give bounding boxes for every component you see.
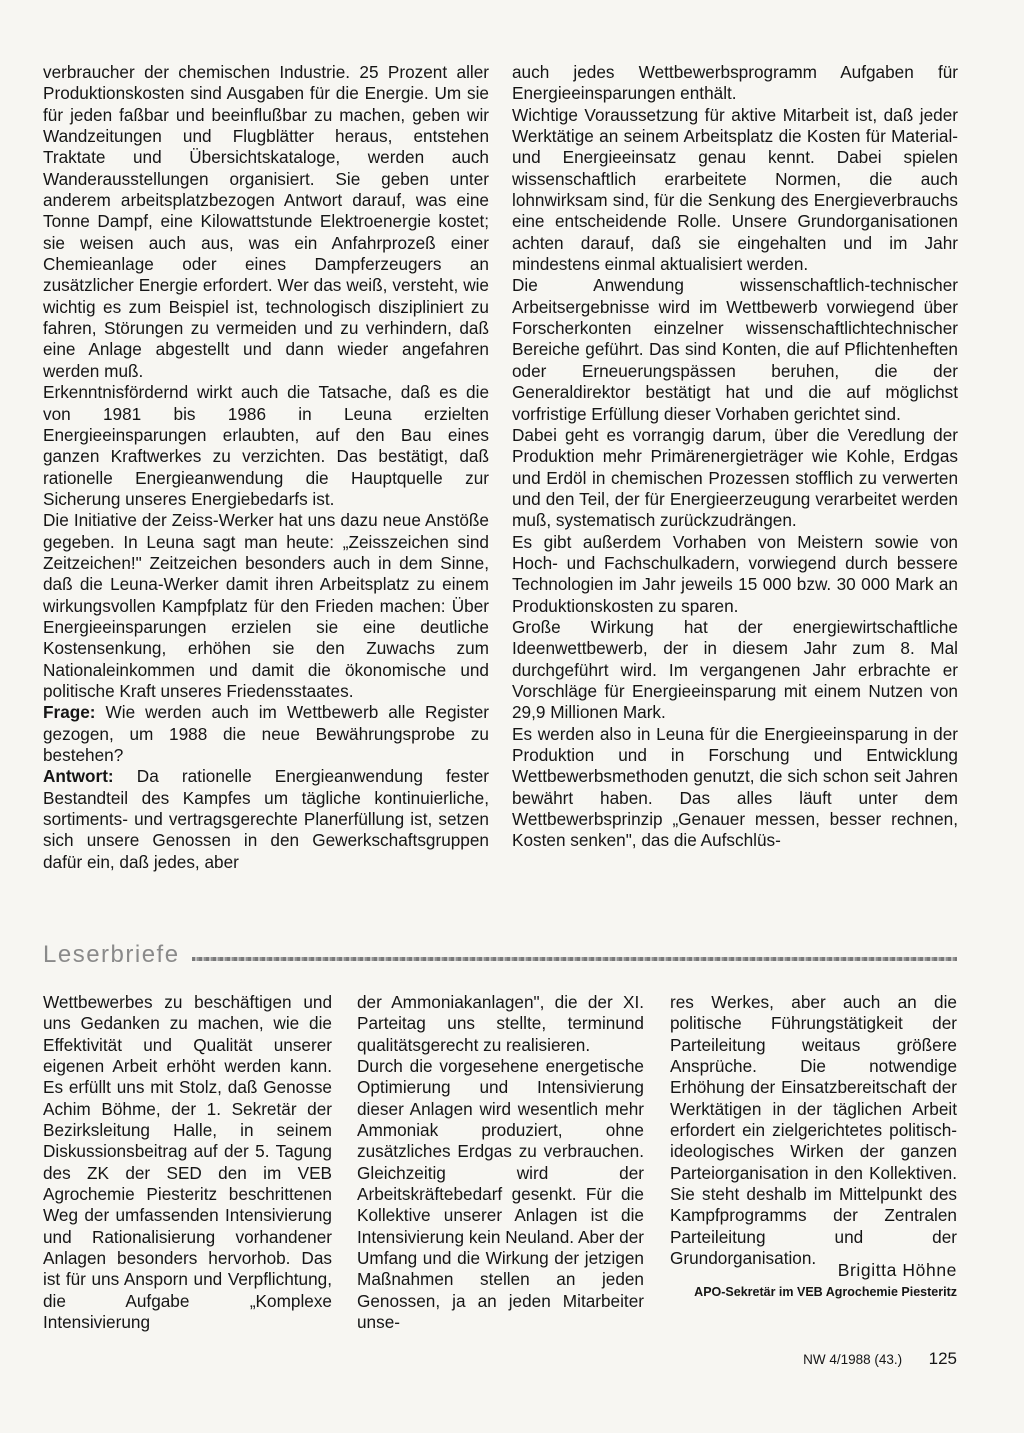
letter-column-3 [670,992,957,1269]
letter-column-2 [357,992,644,1334]
answer-text: Da rationelle Energieanwendung fester Bestandteil des Kampfes um tägliche kontinuierliche, sortiments- und vertragsgerechte Planerfüllung ist, setzen sich unsere Genossen in den Gewerkschaftsgruppen dafür ein, daß jedes, aber [43,766,490,872]
paragraph: Durch die vorgesehene energetische Optimierung und Intensivierung dieser Anlagen wird wesentlich mehr Ammoniak produziert, ohne zusätzliches Erdgas zu verbrauchen. Gleichzeitig wird der Arbeitskräftebedarf gesenkt. Für die Kollektive unserer Anlagen ist die Intensivierung kein Neuland. Aber der Umfang und die Wirkung der jetzigen Maßnahmen stellen an jeden Genossen, ja an jeden Mitarbeiter unse- [357,1056,644,1333]
paragraph: der Ammoniakanlagen", die der XI. Parteitag uns stellte, terminund qualitätsgerecht zu realisieren. [357,992,644,1055]
paragraph: Es gibt außerdem Vorhaben von Meistern sowie von Hoch- und Fachschulkadern, vorwiegend durch bessere Technologien im Jahr jeweils 15 000 bzw. 30 000 Mark an Produktionskosten zu sparen. [512,531,958,616]
page-footer [760,1349,957,1369]
question-label: Frage: [43,702,96,723]
paragraph: verbraucher der chemischen Industrie. 25 Prozent aller Produktionskosten sind Ausgaben für die Energie. Um sie für jeden faßbar und beeinflußbar zu machen, geben wir Wandzeitungen und Flugblätter heraus, entstehen Traktate und Übersichtskataloge, werden auch Wanderausstellungen organisiert. Sie geben unter anderem arbeitsplatzbezogen Antwort darauf, was eine Tonne Dampf, eine Kilowattstunde Elektroenergie kostet; sie weisen auch aus, was ein Anfahrprozeß einer Chemieanlage oder eines Dampferzeugers an zusätzlicher Energie erfordert. Wer das weiß, versteht, wie wichtig es zum Beispiel ist, technologisch diszipliniert zu fahren, Störungen zu vermeiden und zu verhindern, daß eine Anlage abgestellt und dann wieder angefahren werden muß. [43,62,489,381]
section-header [43,940,957,970]
author-title: APO-Sekretär im VEB Agrochemie Piesteritz [694,1285,957,1299]
paragraph: auch jedes Wettbewerbsprogramm Aufgaben für Energieeinsparungen enthält. [512,62,958,104]
paragraph: Die Anwendung wissenschaftlich-technischer Arbeitsergebnisse wird im Wettbewerb vorwiegend über Forscherkonten einzelner wissenschaftlichtechnischer Bereiche geführt. Das sind Konten, die auf Pflichtenheften oder Erneuerungspässen beruhen, die der Generaldirektor bestätigt hat und die auf möglichst vorfristige Erfüllung dieser Vorhaben gerichtet sind. [512,275,958,424]
article-column-left [43,62,489,873]
issue-reference: NW 4/1988 (43.) [803,1352,903,1367]
paragraph: Große Wirkung hat der energiewirtschaftliche Ideenwettbewerb, der in diesem Jahr zum 8. Mal durchgeführt wird. Im vergangenen Jahr erbrachte er Vorschläge für Energieeinsparung mit einem Nutzen von 29,9 Millionen Mark. [512,616,958,723]
section-divider [192,957,957,961]
author-name: Brigitta Höhne [837,1260,957,1280]
paragraph: Wettbewerbes zu beschäftigen und uns Gedanken zu machen, wie die Effektivität und Qualität unserer eigenen Arbeit erhöht werden kann. Es erfüllt uns mit Stolz, daß Genosse Achim Böhme, der 1. Sekretär der Bezirksleitung Halle, in seinem Diskussionsbeitrag auf der 5. Tagung des ZK der SED den im VEB Agrochemie Piesteritz beschrittenen Weg der umfassenden Intensivierung und Rationalisierung vorhandener Anlagen besonders hervorhob. Das ist für uns Ansporn und Verpflichtung, die Aufgabe „Komplexe Intensivierung [43,992,332,1333]
question-text: Wie werden auch im Wettbewerb alle Register gezogen, um 1988 die neue Bewährungsprobe zu bestehen? [43,702,489,765]
question-paragraph [43,702,489,766]
letter-signature [670,1259,957,1300]
paragraph: Erkenntnisfördernd wirkt auch die Tatsache, daß es die von 1981 bis 1986 in Leuna erzielten Energieeinsparungen erlaubten, auf den Bau eines ganzen Kraftwerkes zu verzichten. Das bestätigt, daß rationelle Energieanwendung die Hauptquelle zur Sicherung unseres Energiebedarfs ist. [43,382,489,509]
article-column-right [512,62,958,852]
page-number: 125 [928,1349,957,1368]
section-title: Leserbriefe [43,941,180,968]
answer-paragraph [43,766,489,873]
paragraph: Dabei geht es vorrangig darum, über die Veredlung der Produktion mehr Primärenergieträger wie Kohle, Erdgas und Erdöl in chemischen Prozessen stofflich zu verwerten und den Teil, der für Energieerzeugung verarbeitet werden muß, systematisch zurückzudrängen. [512,424,958,531]
paragraph: Es werden also in Leuna für die Energieeinsparung in der Produktion und in Forschung und Entwicklung Wettbewerbsmethoden genutzt, die sich schon seit Jahren bewährt haben. Das alles läuft unter dem Wettbewerbsprinzip „Genauer messen, besser rechnen, Kosten senken", das die Aufschlüs- [512,723,958,851]
paragraph: res Werkes, aber auch an die politische Führungstätigkeit der Parteileitung weitaus größere Ansprüche. Die notwendige Erhöhung der Einsatzbereitschaft der Werktätigen in der täglichen Arbeit erfordert ein zielgerichtetes politisch-ideologisches Wirken der ganzen Parteiorganisation in den Kollektiven. Sie steht deshalb im Mittelpunkt des Kampfprogramms der Zentralen Parteileitung und der Grundorganisation. [670,992,957,1269]
paragraph: Wichtige Voraussetzung für aktive Mitarbeit ist, daß jeder Werktätige an seinem Arbeitsplatz die Kosten für Material- und Energieeinsatz genau kennt. Dabei spielen wissenschaftlich erarbeitete Normen, die auch lohnwirksam sind, für die Senkung des Energieverbrauchs eine entscheidende Rolle. Unsere Grundorganisationen achten darauf, daß sie eingehalten und im Jahr mindestens einmal aktualisiert werden. [512,104,958,275]
paragraph: Die Initiative der Zeiss-Werker hat uns dazu neue Anstöße gegeben. In Leuna sagt man heute: „Zeisszeichen sind Zeitzeichen!" Zeitzeichen besonders auch in dem Sinne, daß die Leuna-Werker damit ihren Arbeitsplatz zu einem wirkungsvollen Kampfplatz für den Frieden machen: Über Energieeinsparungen erzielen sie eine deutliche Kostensenkung, erhöhen sie den Zuwachs zum Nationaleinkommen und damit die ökonomische und politische Kraft unseres Friedensstaates. [43,510,489,701]
letter-column-1 [43,992,332,1334]
answer-label: Antwort: [43,766,114,787]
